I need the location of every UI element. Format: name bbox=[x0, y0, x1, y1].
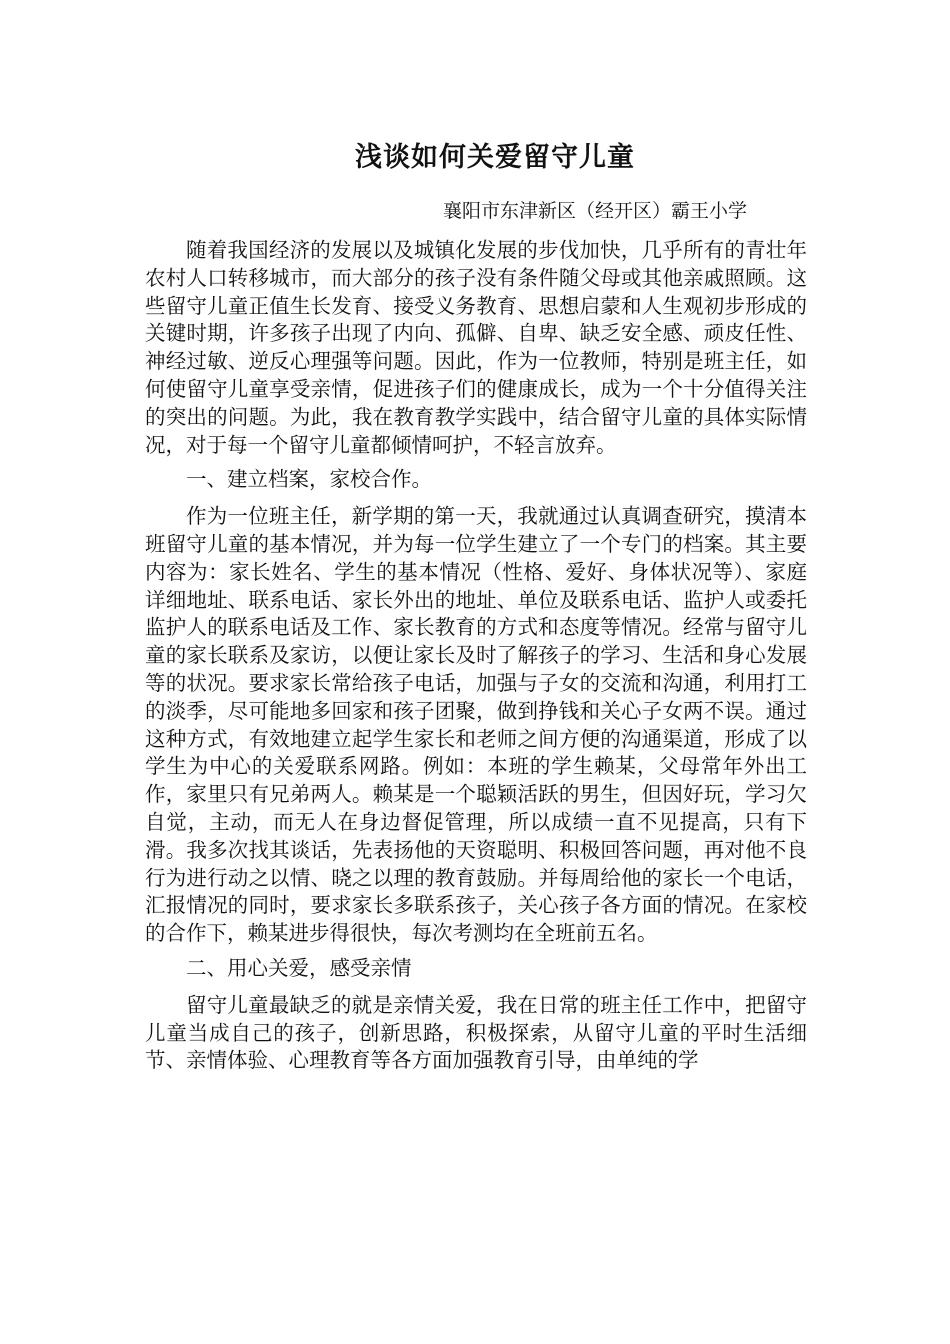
paragraph-intro: 随着我国经济的发展以及城镇化发展的步伐加快，几乎所有的青壮年农村人口转移城市，而大部分的孩子没有条件随父母或其他亲戚照顾。这些留守儿童正值生长发育、接受义务教育、思想启蒙和人生观初步形成的关键时期，许多孩子出现了内向、孤僻、自卑、缺乏安全感、顽皮任性、神经过敏、逆反心理强等问题。因此，作为一位教师，特别是班主任，如何使留守儿童享受亲情，促进孩子们的健康成长，成为一个十分值得关注的突出的问题。为此，我在教育教学实践中，结合留守儿童的具体实际情况，对于每一个留守儿童都倾情呵护，不轻言放弃。 bbox=[145, 238, 807, 457]
paragraph-section-2: 留守儿童最缺乏的就是亲情关爱，我在日常的班主任工作中，把留守儿童当成自己的孩子，创新思路，积极探索，从留守儿童的平时生活细节、亲情体验、心理教育等各方面加强教育引导，由单纯的学 bbox=[145, 992, 807, 1073]
document-body bbox=[145, 237, 807, 1082]
section-heading-1: 一、建立档案，家校合作。 bbox=[186, 467, 432, 492]
section-heading-2: 二、用心关爱，感受亲情 bbox=[186, 955, 412, 980]
document-author: 襄阳市东津新区（经开区）霸王小学 bbox=[442, 200, 747, 222]
paragraph-section-1: 作为一位班主任，新学期的第一天，我就通过认真调查研究，摸清本班留守儿童的基本情况，并为每一位学生建立了一个专门的档案。其主要内容为：家长姓名、学生的基本情况（性格、爱好、身体状况等）、家庭详细地址、联系电话、家长外出的地址、单位及联系电话、监护人或委托监护人的联系电话及工作、家长教育的方式和态度等情况。经常与留守儿童的家长联系及家访，以便让家长及时了解孩子的学习、生活和身心发展等的状况。要求家长常给孩子电话，加强与子女的交流和沟通，利用打工的淡季，尽可能地多回家和孩子团聚，做到挣钱和关心子女两不误。通过这种方式，有效地建立起学生家长和老师之间方便的沟通渠道，形成了以学生为中心的关爱联系网路。例如：本班的学生赖某，父母常年外出工作，家里只有兄弟两人。赖某是一个聪颖活跃的男生，但因好玩，学习欠自觉，主动，而无人在身边督促管理，所以成绩一直不见提高，只有下滑。我多次找其谈话，先表扬他的天资聪明、积极回答问题，再对他不良行为进行动之以情、晓之以理的教育鼓励。并每周给他的家长一个电话，汇报情况的同时，要求家长多联系孩子，关心孩子各方面的情况。在家校的合作下，赖某进步得很快，每次考测均在全班前五名。 bbox=[145, 504, 807, 946]
document-title: 浅谈如何关爱留守儿童 bbox=[355, 142, 635, 173]
